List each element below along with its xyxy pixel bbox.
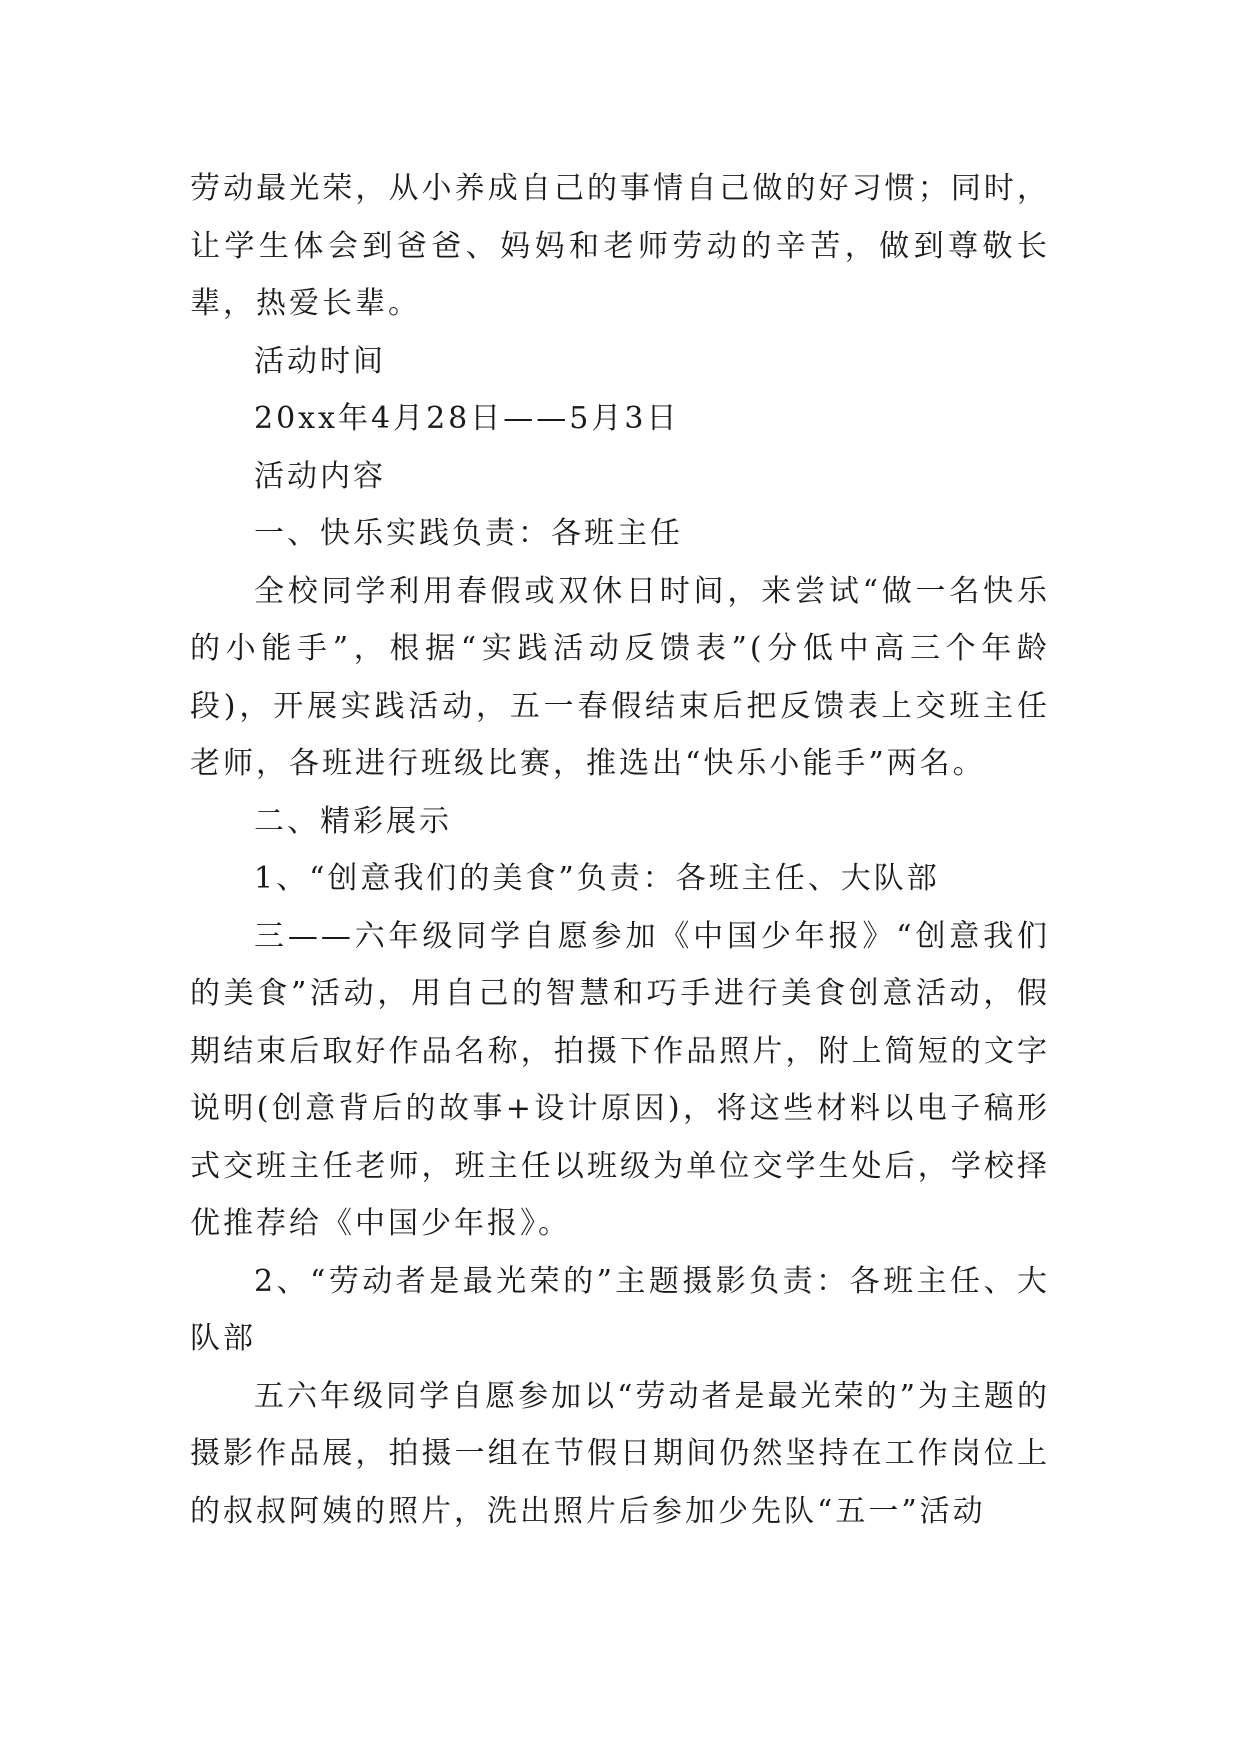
item-heading-food: 1、“创意我们的美食”负责：各班主任、大队部	[254, 861, 940, 896]
activity-date-range: 20xx年4月28日——5月3日	[254, 401, 680, 436]
paragraph-photography: 五六年级同学自愿参加以“劳动者是最光荣的”为主题的摄影作品展，拍摄一组在节假日期间仍然坚持在工作岗位上的叔叔阿姨的照片，洗出照片后参加少先队“五一”活动	[190, 1378, 1050, 1529]
heading-activity-content: 活动内容	[254, 458, 386, 494]
paragraph-practice: 全校同学利用春假或双休日时间，来尝试“做一名快乐的小能手”，根据“实践活动反馈表”(分低中高三个年龄段)，开展实践活动，五一春假结束后把反馈表上交班主任老师，各班进行班级比赛，推选出“快乐小能手”两名。	[190, 573, 1050, 781]
paragraph-food: 三——六年级同学自愿参加《中国少年报》“创意我们的美食”活动，用自己的智慧和巧手进行美食创意活动，假期结束后取好作品名称，拍摄下作品照片，附上简短的文字说明(创意背后的故事+设计原因)，将这些材料以电子稿形式交班主任老师，班主任以班级为单位交学生处后，学校择优推荐给《中国少年报》。	[190, 918, 1050, 1241]
document-body	[190, 160, 1050, 1540]
section-heading-showcase: 二、精彩展示	[254, 803, 452, 839]
heading-activity-time: 活动时间	[254, 343, 386, 379]
item-heading-photography: 2、“劳动者是最光荣的”主题摄影负责：各班主任、大队部	[190, 1263, 1050, 1356]
paragraph-intro: 劳动最光荣，从小养成自己的事情自己做的好习惯；同时，让学生体会到爸爸、妈妈和老师劳动的辛苦，做到尊敬长辈，热爱长辈。	[190, 171, 1050, 321]
section-heading-practice: 一、快乐实践负责：各班主任	[254, 516, 683, 551]
